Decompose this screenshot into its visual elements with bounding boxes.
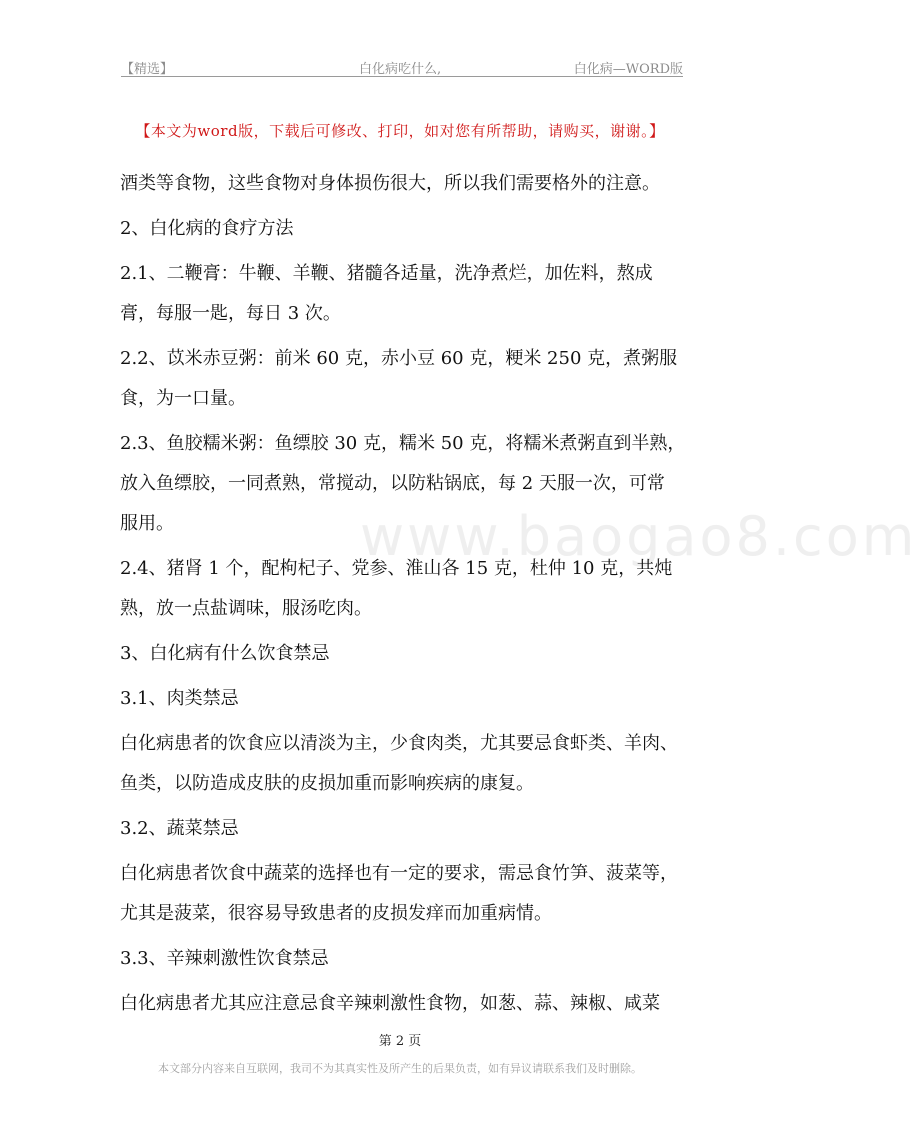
paragraph <box>120 939 685 979</box>
text-line: 放入鱼缥胶，一同煮熟，常搅动，以防粘锅底，每 2 天服一次，可常 <box>120 473 665 494</box>
text-line: 鱼类，以防造成皮肤的皮损加重而影响疾病的康复。 <box>120 773 534 794</box>
text-line: 3.2、蔬菜禁忌 <box>120 818 239 839</box>
page-footer-disclaimer: 本文部分内容来自互联网，我司不为其真实性及所产生的后果负责，如有异议请联系我们及时删除。 <box>158 1062 642 1075</box>
text-line: 白化病患者饮食中蔬菜的选择也有一定的要求，需忌食竹笋、菠菜等， <box>120 863 678 884</box>
paragraph <box>120 984 685 1024</box>
purchase-notice: 【本文为word版，下载后可修改、打印，如对您有所帮助，请购买，谢谢。】 <box>135 122 665 140</box>
document-body <box>120 164 685 1029</box>
watermark-text: www.baogao8.com <box>360 505 917 568</box>
paragraph <box>120 634 685 674</box>
paragraph <box>120 724 685 804</box>
paragraph <box>120 339 685 419</box>
text-line: 白化病患者的饮食应以清淡为主，少食肉类，尤其要忌食虾类、羊肉、 <box>120 733 678 754</box>
page-number: 第 2 页 <box>378 1034 422 1049</box>
header-tag: 【精选】 <box>121 62 174 77</box>
text-line: 熟，放一点盐调味，服汤吃肉。 <box>120 598 372 619</box>
paragraph <box>120 164 685 204</box>
paragraph <box>120 679 685 719</box>
paragraph <box>120 254 685 334</box>
text-line: 白化病患者尤其应注意忌食辛辣刺激性食物，如葱、蒜、辣椒、咸菜 <box>120 993 660 1014</box>
paragraph <box>120 854 685 934</box>
paragraph <box>120 424 685 544</box>
text-line: 3.3、辛辣刺激性饮食禁忌 <box>120 948 329 969</box>
text-line: 2.3、鱼胶糯米粥：鱼缥胶 30 克，糯米 50 克，将糯米煮粥直到半熟， <box>120 433 686 454</box>
text-line: 酒类等食物，这些食物对身体损伤很大，所以我们需要格外的注意。 <box>120 173 660 194</box>
paragraph <box>120 209 685 249</box>
paragraph <box>120 549 685 629</box>
text-line: 3、白化病有什么饮食禁忌 <box>120 643 330 664</box>
text-line: 食，为一口量。 <box>120 388 246 409</box>
text-line: 膏，每服一匙，每日 3 次。 <box>120 303 341 324</box>
text-line: 尤其是菠菜，很容易导致患者的皮损发痒而加重病情。 <box>120 903 552 924</box>
text-line: 2.1、二鞭膏：牛鞭、羊鞭、猪髓各适量，洗净煮烂，加佐料，熬成 <box>120 263 653 284</box>
header-title: 白化病吃什么, <box>359 62 442 77</box>
text-line: 3.1、肉类禁忌 <box>120 688 239 709</box>
page-header <box>121 56 683 77</box>
text-line: 2.2、苡米赤豆粥：前米 60 克，赤小豆 60 克，粳米 250 克，煮粥服 <box>120 348 678 369</box>
text-line: 2.4、猪肾 1 个，配枸杞子、党参、淮山各 15 克，杜仲 10 克，共炖 <box>120 558 673 579</box>
text-line: 服用。 <box>120 513 174 534</box>
header-doc-label: 白化病—WORD版 <box>573 62 683 77</box>
text-line: 2、白化病的食疗方法 <box>120 218 294 239</box>
paragraph <box>120 809 685 849</box>
